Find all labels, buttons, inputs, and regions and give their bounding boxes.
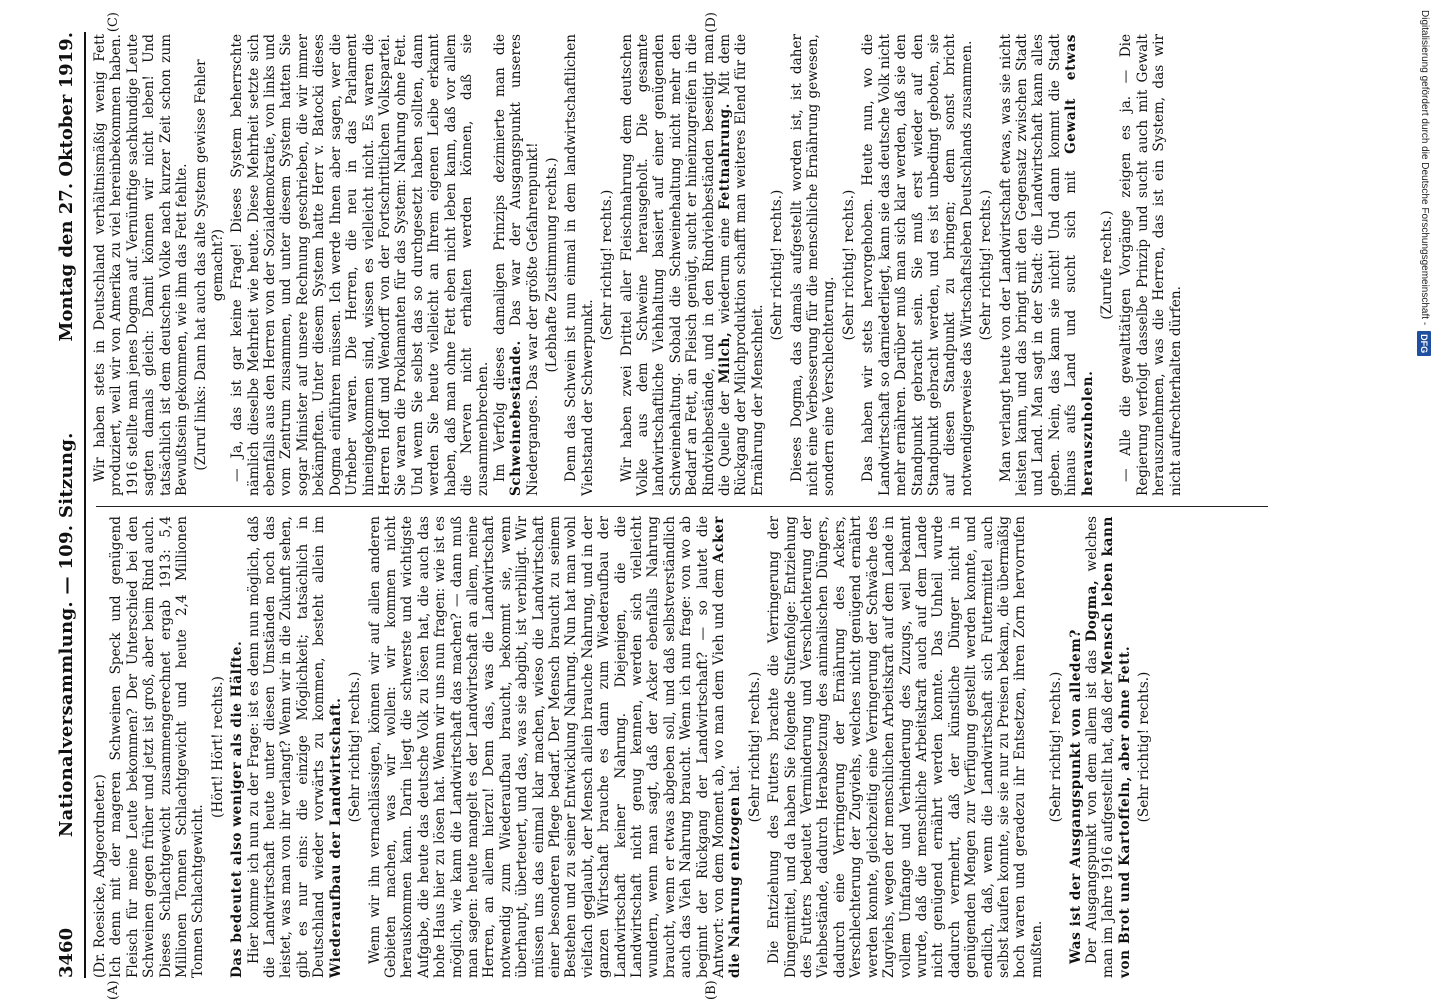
paragraph: Man verlangt heute von der Landwirtschaft etwas, was sie nicht leisten kann, und das bringt mit den Gegensatz zwischen Stadt und Land. Man sagt in der Stadt: die Landwirtschaft kann alles geben. Nein, das kann sie nicht! Und dann kommt die Stadt hinaus aufs Land und sucht sich mit Gewalt etwas herauszuholen. (997, 34, 1096, 496)
paragraph: Im Verfolg dieses damaligen Prinzips dezimierte man die Schweinebestände. Das war der Ausgangspunkt unseres Niederganges. Das war der größte Gefahrenpunkt! (491, 34, 541, 496)
bold-phrase: Wiederaufbau der Landwirtschaft. (327, 697, 344, 978)
interjection: (Hört! Hört! rechts.) (209, 676, 226, 818)
interjection: (Sehr richtig! rechts.) (1048, 671, 1065, 823)
paragraph: Dieses Dogma, das damals aufgestellt worden ist, ist daher nicht eine Verbesserung für die menschliche Ernährung gewesen, sondern eine Verschlechterung. (788, 34, 838, 496)
interjection: (Sehr richtig! rechts.) (769, 189, 786, 341)
paragraph: Die Entziehung des Futters brachte die Verringerung der Düngemittel, und da haben Sie folgende Stufenfolge: Entziehung des Futters bedeutet Verminderung und Verschlechterung der Viehbestände, dadurch Herabsetzung des animalischen Düngers, dadurch eine Verringerung der Ernährung des Ackers, Verschlechterung der Zugviehs, welches nicht genügend ernährt werden konnte, gleichzeitig eine Verringerung der Schwäche des Zugviehs, wegen der menschlichen Arbeitskraft auf dem Lande in vollem Umfange und Verhinderung des Zuzugs, weil bekannt wurde, daß die menschliche Arbeitskraft auch auf dem Lande nicht genügend ernährt werden konnte. Das Unheil wurde dadurch vermehrt, daß der künstliche Dünger nicht in genügenden Mengen zur Verfügung gestellt werden konnte, und endlich, daß, wenn die Landwirtschaft sich Futtermittel auch selbst kaufen konnte, sie sie nur zu Preisen bekam, die übermäßig hoch waren und geradezu ihr Entsetzen, ihren Zorn hervorrufen mußten. (766, 516, 1045, 978)
column-divider (96, 506, 1268, 507)
paragraph: — Alle die gewalttätigen Vorgänge zeigen es ja. — Die Regierung verfolgt dasselbe Prinzip und sucht auch mit Gewalt herauszunehmen, was die Herren, das ist ein System, das wir nicht aufrechterhalten dürfen. (1118, 34, 1184, 496)
digitization-text: Digitalisierung gefördert durch die Deutsche Forschungsgemeinschaft - (1419, 10, 1430, 326)
bold-phrase: Gewalt etwas herauszuholen. (1063, 34, 1096, 496)
interjection: (Sehr richtig! rechts.) (1136, 671, 1153, 823)
interjection: (Sehr richtig! rechts.) (746, 671, 763, 823)
paragraph: Hier komme ich nun zu der Frage: ist es denn nun möglich, daß die Landwirtschaft heute unter diesen Umständen noch das leistet, was man von ihr verlangt? Wenn wir in die Zukunft sehen, gibt es nur eins: die einzige Möglichkeit; tatsächlich in Deutschland wieder vorwärts zu kommen, besteht allein im Wiederaufbau der Landwirtschaft. (245, 516, 344, 978)
bold-phrase: Schweinebestände. (508, 340, 525, 496)
paragraph: Wir haben stets in Deutschland verhältnismäßig wenig Fett produziert, weil wir von Amerika zu viel hereinbekommen haben. 1916 stellte man jenes Dogma auf. Vernünftige sachkundige Leute sagten damals gleich: Damit können wir nicht leben! Und tatsächlich ist dem deutschen Volke nach kurzer Zeit schon zum Bewußtsein gekommen, wie ihm das Fett fehlte. (92, 34, 191, 496)
margin-marker-b: (B) (704, 980, 719, 1000)
margin-marker-a: (A) (106, 980, 121, 1000)
paragraph: — Ja, das ist gar keine Frage! Dieses System beherrschte nämlich dieselbe Mehrheit wie heute. Diese Mehrheit setzte sich ebenfalls aus den Herren von der Sozialdemokratie, von links und vom Zentrum zusammen, und unter diesem System hatten Sie sogar Minister auf unsere Rechnung geschrieben, die wir immer bekämpften. Unter diesem System hatte Herr v. Batocki dieses Dogma einführen müssen. Ich werde Ihnen aber sagen, wer die Urheber waren. Die Herren, die neu in das Parlament hineingekommen sind, wissen es vielleicht nicht. Es waren die Herren Hoff und Wendorff von der Fortschrittlichen Volkspartei. Sie waren die Proklamanten für das System: Nahrung ohne Fett. Und wenn Sie selbst das so durchgesetzt haben sollten, dann werden Sie heute vielleicht an Ihrem eigenen Leibe erkannt haben, daß man ohne Fett eben nicht leben kann, daß vor allem die Nerven nicht erhalten werden können, daß sie zusammenbrechen. (229, 34, 492, 496)
page-date: Montag den 27. Oktober 1919. (56, 32, 77, 342)
interjection: (Sehr richtig! rechts.) (840, 189, 857, 341)
interjection: (Sehr richtig! rechts.) (599, 189, 616, 341)
paragraph-emphasis: Das bedeutet also weniger als die Hälfte. (229, 640, 246, 978)
bold-phrase: Acker die Nahrung entzogen (711, 516, 744, 978)
paragraph: Der Ausgangspunkt von dem allem ist das Dogma, welches man im Jahre 1916 aufgestellt hat, daß der Mensch leben kann von Brot und Kartoffeln, aber ohne Fett. (1083, 516, 1133, 978)
header-rule (84, 32, 86, 978)
text-columns (92, 12, 1328, 1000)
page-header (56, 32, 82, 978)
paragraph: Ich denn mit der mageren Schweinen Speck und genügend Fleisch für meine Leute bekommen? Der Unterschied bei den Schweinen gegen früher und jetzt ist groß, aber beim Rind auch. Dieses Schlachtgewicht zusammengerechnet ergab 1913: 5,4 Millionen Tonnen Schlachtgewicht und heute 2,4 Millionen Tonnen Schlachtgewicht. (108, 516, 207, 978)
bold-phrase: Fettnahrung. (717, 102, 734, 211)
paragraph: Wenn wir ihn vernachlässigen, können wir auf allen anderen Gebieten machen, was wir wollen: wir kommen nicht herauskommen kann. Darin liegt die schwerste und wichtigste Aufgabe, die heute das deutsche Volk zu lösen hat, die auch das hohe Haus hier zu lösen hat. Wenn wir uns nun fragen: wie ist es möglich, wie kann die Landwirtschaft das machen? — dann muß man sagen: heute mangelt es der Landwirtschaft an allem, meine Herren, an allem hierzu! Denn das, was die Landwirtschaft notwendig zum Wiederaufbau braucht, bekommt sie, wenn überhaupt, überteuert, und das, was sie abgibt, ist verbilligt. Wir müssen uns das einmal klar machen, wieso die Landwirtschaft einer besonderen Pflege bedarf. Der Mensch braucht zu seinem Bestehen und zu seiner Entwicklung Nahrung. Nun hat man wohl vielfach geglaubt, der Mensch allein brauche Nahrung, und in der ganzen Wirtschaft brauche es dann zum Wiederaufbau der Landwirtschaft keiner Nahrung. Diejenigen, die die Landwirtschaft nicht genug kennen, werden sich vielleicht wundern, wenn man sagt, daß der Acker ebenfalls Nahrung braucht, wenn er etwas abgeben soll, und daß selbstverständlich auch das Vieh Nahrung braucht. Wenn ich nun frage: von wo ab beginnt der Rückgang der Landwirtschaft? — so lautet die Antwort: von dem Moment ab, wo man dem Vieh und dem Acker die Nahrung entzogen hat. (366, 516, 744, 978)
interjection: (Lebhafte Zustimmung rechts.) (543, 157, 560, 373)
paragraph: Wir haben zwei Drittel aller Fleischnahrung dem deutschen Volke aus dem Schweine herausgeholt. Die gesamte landwirtschaftliche Viehhaltung basiert auf einer genügenden Schweinehaltung. Sobald die Schweinehaltung nicht mehr den Bedarf an Fett, an Fleisch genügt, sucht er hineinzugreifen in die Rindviehbestände, und in den Rindviehbeständen beseitigt man die Quelle der Milch, wiederum eine Fettnahrung. Mit dem Rückgang der Milchproduktion schafft man weiteres Elend für die Ernährung der Menschheit. (618, 33, 766, 496)
margin-marker-c: (C) (106, 12, 121, 33)
interjection: (Zurufe rechts.) (1098, 210, 1115, 320)
bold-phrase: Milch, (717, 331, 734, 384)
dfg-logo: DFG (1417, 331, 1431, 356)
interjection: (Sehr richtig! rechts.) (347, 671, 364, 823)
interjection: (Zuruf links: Dann hat auch das alte System gewisse Fehler gemacht?) (193, 59, 226, 471)
page-number: 3460 (56, 927, 77, 978)
margin-marker-d: (D) (704, 12, 719, 33)
right-column (92, 12, 1328, 496)
bold-phrase: Dogma, (1083, 579, 1100, 642)
interjection: (Sehr richtig! rechts.) (978, 189, 995, 341)
left-column (92, 516, 1328, 1000)
paragraph-emphasis: Was ist der Ausgangspunkt von alledem? (1067, 629, 1084, 964)
bold-phrase: Mensch leben kann von Brot und Kartoffeln, aber ohne Fett. (1100, 516, 1133, 978)
page-title: Nationalversammlung. — 109. Sitzung. (56, 432, 77, 838)
digitization-note (1417, 10, 1431, 985)
speaker-line: (Dr. Roesicke, Abgeordneter.) (92, 774, 108, 978)
column-gutter (92, 496, 1328, 516)
rotated-page (50, 10, 1384, 1000)
paragraph: Das haben wir stets hervorgehoben. Heute nun, wo die Landwirtschaft so darniederliegt, kann sie das deutsche Volk nicht mehr ernähren. Darüber muß man sich klar werden, daß sie den Standpunkt gebracht sein. Sie muß erst wieder auf den Standpunkt gebracht werden, und es ist unbedingt geboten, sie auf diesen Standpunkt zu bringen; denn sonst bricht notwendigerweise das Wirtschaftsleben Deutschlands zusammen. (860, 34, 975, 496)
paragraph: Denn das Schwein ist nun einmal in dem landwirtschaftlichen Viehstand der Schwerpunkt. (563, 34, 596, 496)
